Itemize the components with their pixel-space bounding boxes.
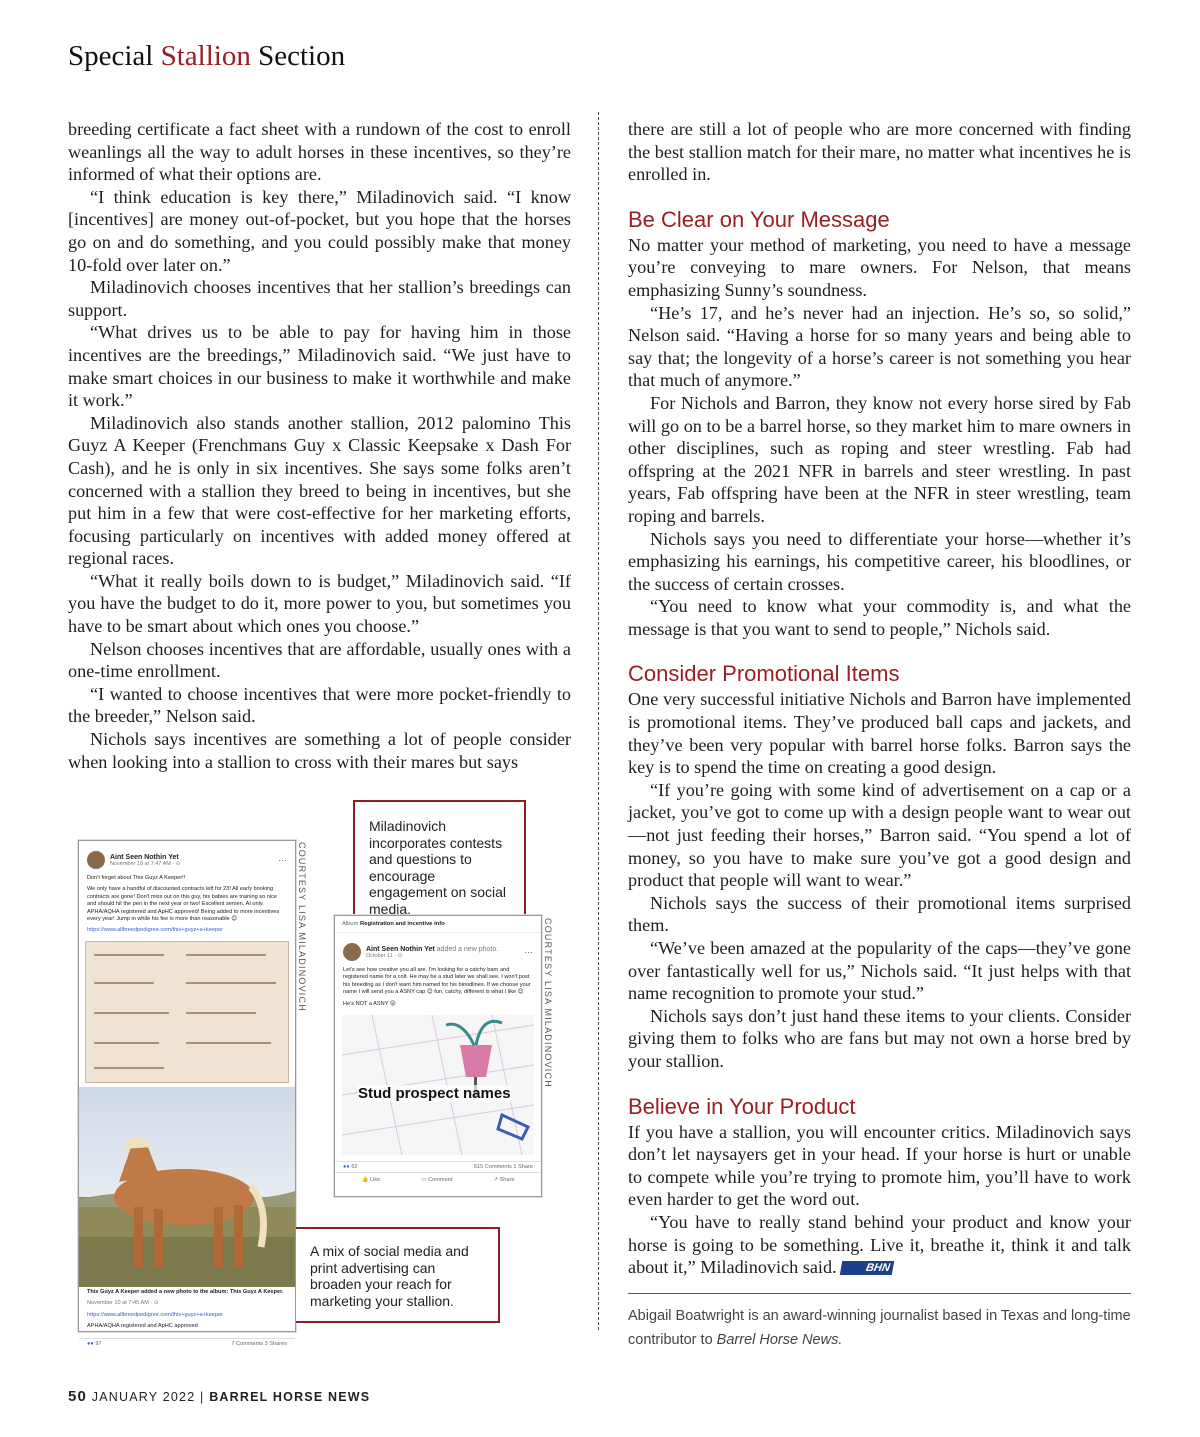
share-button <box>493 1177 514 1183</box>
social-post-screenshot-a <box>78 840 296 1348</box>
paragraph-text: Nichols says the success of their promotional items surprised them. <box>628 892 1131 936</box>
photo-credit-a: COURTESY LISA MILADINOVICH <box>297 842 307 1012</box>
section-header <box>68 40 345 73</box>
social-post-screenshot-b <box>334 915 542 1197</box>
post-a-reaction-count: 97 <box>95 1341 102 1348</box>
pedigree-flyer-image <box>85 941 289 1083</box>
post-a-caption-meta: November 10 at 7:45 AM · ⊙ <box>87 1300 159 1307</box>
issue-date: JANUARY 2022 <box>91 1390 196 1404</box>
post-a-body: We only have a handful of discounted contracts left for 23! All early booking contracts are gone! Don't miss out on this guy, his babies are training so nice and should hit the pen in the next year or two! Excellent semen, AI only. APHA/AQHA registered and ApHC approved! Being added to more incentives every year! Jump in while his fee is more than reasonable 😊 <box>87 886 280 923</box>
post-a-footer <box>79 1338 295 1349</box>
author-bio <box>628 1304 1131 1352</box>
section-heading: Believe in Your Product <box>628 1093 856 1119</box>
post-b-comments: 515 Comments 1 Share <box>473 1164 533 1171</box>
post-a-caption-link: https://www.allbreedpedigree.com/this+guyz+a+keeper <box>87 1311 224 1318</box>
post-b-reactions <box>343 1164 358 1170</box>
left-paragraph: Miladinovich also stands another stallion, 2012 palomino This Guyz A Keeper (Frenchmans Guy x Classic Keepsake x Dash For Cash), and he is only in six incentives. She says some folks aren’t concerned with a stallion they breed to being in incentives, but she put him in a few that were cost-effective for her marketing efforts, focusing particularly on incentives with added money offered at regional races. <box>68 412 571 569</box>
paragraph-text: No matter your method of marketing, you need to have a message you’re conveying to mare owners. For Nelson, that means emphasizing Sunny’s soundness. <box>628 234 1131 300</box>
post-a-header <box>79 841 295 873</box>
left-paragraph: Miladinovich chooses incentives that her stallion’s breedings can support. <box>68 277 571 320</box>
paragraph-text: “We’ve been amazed at the popularity of the caps—they’ve gone over fantastically well for us,” Nichols said. “It just helps with that name recognition to promote your stud.” <box>628 938 1131 1004</box>
stud-prospect-text: Stud prospect names <box>358 1085 511 1103</box>
like-reaction-icon: ●● <box>87 1341 96 1348</box>
post-a-comments: 7 Comments 3 Shares <box>231 1341 287 1348</box>
post-b-reaction-count: 62 <box>351 1164 358 1171</box>
paragraph-text: For Nichols and Barron, they know not every horse sired by Fab will go on to be a barrel horse, so they market him to mare owners in other disciplines, such as roping and steer wrestling. Fab had offspring at the 2021 NFR in barrels and steer wrestling. In past years, Fab offspring have been at the NFR in steer wrestling, team roping and barrels. <box>628 392 1131 526</box>
post-b-image <box>342 1015 534 1155</box>
right-paragraph <box>628 937 1131 1005</box>
right-paragraph <box>628 892 1131 937</box>
share-icon: ↗ <box>493 1177 500 1184</box>
avatar <box>87 851 105 869</box>
header-accent: Stallion <box>160 40 251 72</box>
header-prefix: Special <box>68 40 161 72</box>
paragraph-text: Nichols says you need to differentiate your horse—whether it’s emphasizing his earnings, his competitive career, his bloodlines, or the success of certain crosses. <box>628 528 1131 594</box>
like-reaction-icon: ●● <box>343 1164 352 1171</box>
bio-publication: Barrel Horse News. <box>716 1331 843 1348</box>
right-paragraph <box>628 1005 1131 1073</box>
post-b-meta: October 11 · ⊙ <box>366 952 403 959</box>
post-b-header <box>335 933 541 965</box>
paragraph-text: If you have a stallion, you will encounter critics. Miladinovich says don’t let naysayers get in your head. If your horse is hurt or unable to compete while you’re trying to promote him, you’ll have to work even harder to get the word out. <box>628 1121 1131 1210</box>
column-divider <box>598 112 599 1330</box>
right-paragraph <box>628 595 1131 640</box>
caption-top: Miladinovich incorporates contests and questions to encourage engagement on social media. <box>353 800 526 914</box>
post-b-action: added a new photo. <box>434 945 499 953</box>
photo-credit-b: COURTESY LISA MILADINOVICH <box>543 918 553 1088</box>
caption-bottom: A mix of social media and print advertising can broaden your reach for marketing your stallion. <box>296 1227 500 1323</box>
comment-label: Comment <box>428 1177 453 1184</box>
paragraph-text: One very successful initiative Nichols and Barron have implemented is promotional items. They’ve produced ball caps and jackets, and they’ve been very popular with barrel horse folks. Barron says the key is to spend the time on creating a good design. <box>628 689 1131 778</box>
bio-text: Abigail Boatwright is an award-winning journalist based in Texas and long-time contributor to <box>628 1307 1131 1348</box>
left-paragraph: “I wanted to choose incentives that were more pocket-friendly to the breeder,” Nelson said. <box>68 683 571 727</box>
right-paragraph <box>628 779 1131 892</box>
post-b-tagline: He's NOT a ASNY 😜 <box>343 1000 396 1007</box>
right-paragraph <box>628 688 1131 778</box>
album-label: Album <box>342 921 361 927</box>
publication-name: BARREL HORSE NEWS <box>209 1390 371 1404</box>
header-suffix: Section <box>250 40 346 72</box>
page-number: 50 <box>68 1388 88 1405</box>
more-options-icon: ··· <box>524 947 533 957</box>
right-paragraph <box>628 234 1131 302</box>
right-paragraph <box>628 392 1131 528</box>
left-paragraph: “What drives us to be able to pay for having him in those incentives are the breedings,” Miladinovich said. “We just have to make smart choices in our business to make it worthwhile and make it work.” <box>68 322 571 411</box>
post-b-body: Let's see how creative you all are. I'm looking for a catchy barn and registered name for a colt. He may be a stud later we shall see. I won't post his breeding as I don't want him named for his bloodlines. If we choose your name I will send you a ASNY cap 😊 fun, catchy, different is what I like 😊 <box>343 967 531 996</box>
comment-button <box>421 1177 452 1183</box>
section-heading: Consider Promotional Items <box>628 661 900 687</box>
horse-photo-illustration <box>79 1087 295 1287</box>
paragraph-text: Nichols says don’t just hand these items to your clients. Consider giving them to folks who are fans but may not own a horse bred by your stallion. <box>628 1005 1131 1071</box>
right-intro: there are still a lot of people who are more concerned with finding the best stallion match for their mare, no matter what incentives he is enrolled in. <box>628 119 1131 185</box>
avatar <box>343 943 361 961</box>
post-b-footer <box>335 1161 541 1172</box>
paragraph-text: “You have to really stand behind your product and know your horse is going to be something. Live it, breathe it, think it and talk about it,” Miladinovich said. <box>628 1211 1131 1278</box>
bio-rule <box>628 1293 1131 1352</box>
left-paragraph: Nichols says incentives are something a lot of people consider when looking into a stallion to cross with their mares but says <box>68 729 571 772</box>
thumbs-up-icon: 👍 <box>361 1177 371 1184</box>
left-paragraph: “I think education is key there,” Miladinovich said. “I know [incentives] are money out-of-pocket, but you hope that the horses go on and do something, and you could possibly make that money 10-fold over later on.” <box>68 186 571 275</box>
paragraph-text: “He’s 17, and he’s never had an injection. He’s so, so solid,” Nelson said. “Having a horse for so many years and being able to say that; the longevity of a horse’s career is not something you hear that much of anymore.” <box>628 302 1131 391</box>
comment-icon: ▭ <box>421 1177 429 1184</box>
palomino-horse-photo <box>79 1087 295 1287</box>
right-paragraph <box>628 528 1131 596</box>
left-paragraph: “What it really boils down to is budget,” Miladinovich said. “If you have the budget to do it, more power to you, but sometimes you have to be smart about which ones you choose.” <box>68 570 571 637</box>
post-b-name-line <box>366 946 498 953</box>
share-label: Share <box>499 1177 515 1184</box>
paragraph-text: “If you’re going with some kind of advertisement on a cap or a jacket, you’ve got to come up with a design people want to wear out—not just feeding their horses,” Barron said. “You spend a lot of money, so you have to make sure you’ve got a good design and product that people will want to wear.” <box>628 779 1131 891</box>
album-title: Registration and incentive info <box>360 921 445 927</box>
post-b-album <box>335 916 541 933</box>
post-a-line1: Don't forget about This Guyz A Keeper!! <box>87 875 186 881</box>
left-paragraph: breeding certificate a fact sheet with a rundown of the cost to enroll weanlings all the way to adult horses in these incentives, so they’re informed of what their options are. <box>68 119 571 185</box>
post-a-meta: November 10 at 7:47 AM · ⊙ <box>110 860 181 867</box>
right-paragraph <box>628 1211 1131 1279</box>
post-a-link: https://www.allbreedpedigree.com/this+guyz+a+keeper <box>87 927 224 934</box>
like-label: Like <box>370 1177 381 1184</box>
post-a-caption-reg: APHA/AQHA registered and ApHC approved <box>87 1323 198 1330</box>
like-button <box>361 1177 380 1183</box>
right-column <box>628 118 1131 1352</box>
post-a-reactions <box>87 1341 102 1347</box>
more-options-icon: ··· <box>278 855 287 865</box>
left-paragraph: Nelson chooses incentives that are affordable, usually ones with a one-time enrollment. <box>68 638 571 682</box>
footer-separator: | <box>200 1390 205 1404</box>
page-footer <box>68 1388 370 1405</box>
section-heading: Be Clear on Your Message <box>628 206 890 232</box>
post-b-name: Aint Seen Nothin Yet <box>366 945 435 953</box>
right-paragraph <box>628 1121 1131 1211</box>
end-mark-logo: BHN <box>840 1261 894 1275</box>
post-a-caption-name: This Guyz A Keeper added a new photo to the album: This Guyz A Keeper. <box>87 1288 284 1295</box>
left-column <box>68 118 571 773</box>
right-paragraph <box>628 302 1131 392</box>
post-a-name: Aint Seen Nothin Yet <box>110 853 179 861</box>
post-b-actions <box>335 1172 541 1187</box>
paragraph-text: “You need to know what your commodity is, and what the message is that you want to send to people,” Nichols said. <box>628 596 1131 639</box>
right-sections <box>628 206 1131 1279</box>
